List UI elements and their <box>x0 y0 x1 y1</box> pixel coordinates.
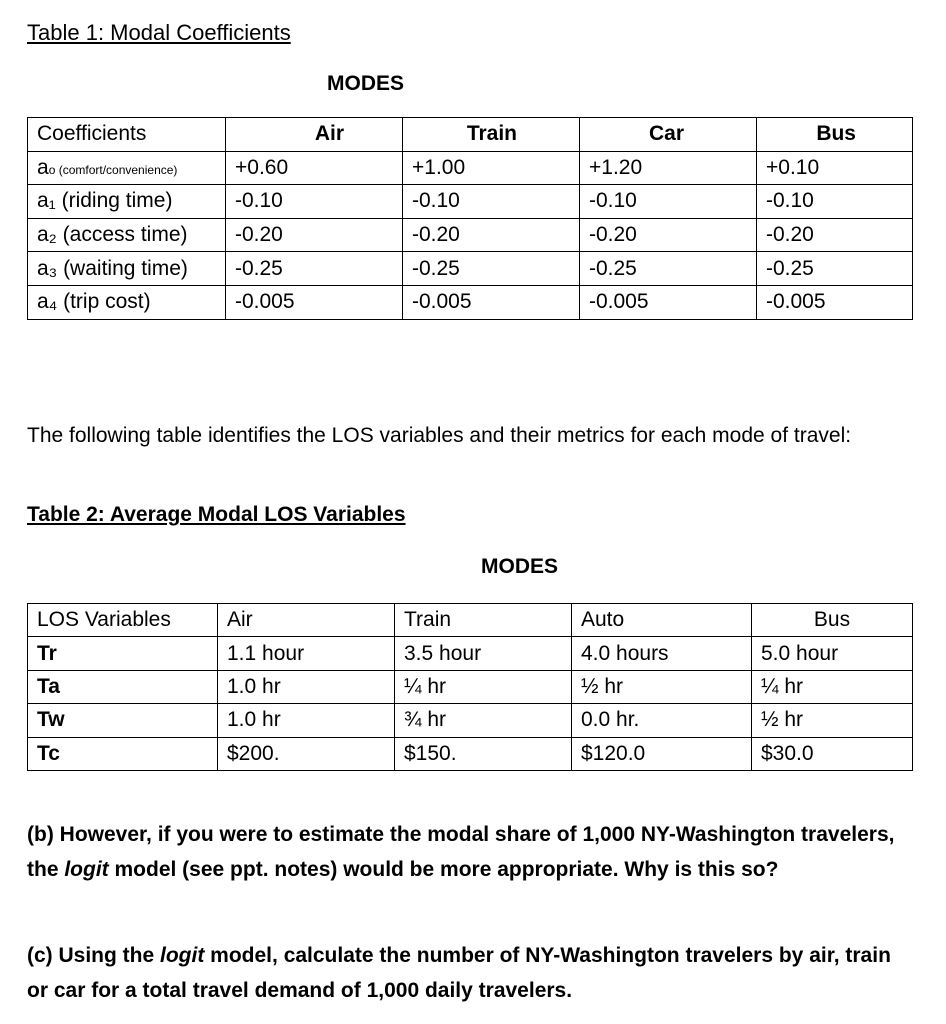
table-cell: 0.0 hr. <box>572 704 752 737</box>
table-cell: 1.0 hr <box>218 670 395 703</box>
table-row <box>28 218 913 252</box>
table-cell: -0.20 <box>580 218 757 252</box>
table-row <box>28 151 913 185</box>
table1-modes-label: MODES <box>327 72 405 95</box>
table-cell: 3.5 hour <box>395 637 572 670</box>
table-cell: +0.10 <box>757 151 913 185</box>
table-cell: +1.00 <box>403 151 580 185</box>
table1-title: Table 1: Modal Coefficients <box>27 20 291 45</box>
table-cell: -0.005 <box>757 285 913 319</box>
table-cell: ½ hr <box>572 670 752 703</box>
table-cell: +0.60 <box>226 151 403 185</box>
table-row <box>28 637 913 670</box>
question-b-text: (b) However, if you were to estimate the modal share of 1,000 NY-Washington travelers, the <box>27 823 895 881</box>
header-cell: Train <box>403 118 580 152</box>
row-label-sub: o (comfort/convenience) <box>48 162 178 177</box>
question-c-italic: logit <box>160 944 205 967</box>
header-cell: Bus <box>752 604 913 637</box>
question-c-text: (c) Using the <box>27 944 161 967</box>
los-variables-table <box>27 603 913 771</box>
header-cell: Car <box>580 118 757 152</box>
header-cell: Bus <box>757 118 913 152</box>
table-cell: -0.10 <box>403 185 580 219</box>
table2-title: Table 2: Average Modal LOS Variables <box>27 503 406 526</box>
coefficients-table <box>27 117 913 320</box>
question-b-italic: logit <box>64 858 109 881</box>
row-label: a₄ (trip cost) <box>28 285 226 319</box>
table-cell: ¾ hr <box>395 704 572 737</box>
header-cell: Air <box>226 118 403 152</box>
table-row <box>28 285 913 319</box>
table-header-row <box>28 604 913 637</box>
table-cell: 1.0 hr <box>218 704 395 737</box>
row-label: a₃ (waiting time) <box>28 252 226 286</box>
table-cell: -0.005 <box>580 285 757 319</box>
table-header-row <box>28 118 913 152</box>
table-cell: -0.25 <box>226 252 403 286</box>
row-label <box>28 151 226 185</box>
table-cell: -0.20 <box>226 218 403 252</box>
row-label: Ta <box>28 670 218 703</box>
header-cell: Air <box>218 604 395 637</box>
header-cell: Coefficients <box>28 118 226 152</box>
row-label: Tc <box>28 737 218 770</box>
table-cell: ¼ hr <box>752 670 913 703</box>
table-cell: 1.1 hour <box>218 637 395 670</box>
table-cell: +1.20 <box>580 151 757 185</box>
header-cell: Auto <box>572 604 752 637</box>
question-c <box>27 938 907 1008</box>
table-cell: 4.0 hours <box>572 637 752 670</box>
row-label: Tr <box>28 637 218 670</box>
table-row <box>28 252 913 286</box>
row-label: Tw <box>28 704 218 737</box>
table-cell: -0.005 <box>403 285 580 319</box>
table-cell: ½ hr <box>752 704 913 737</box>
table-cell: -0.20 <box>403 218 580 252</box>
intro-paragraph: The following table identifies the LOS variables and their metrics for each mode of travel: <box>27 424 852 447</box>
table-cell: -0.25 <box>757 252 913 286</box>
table-row <box>28 185 913 219</box>
question-b <box>27 817 907 887</box>
table-row <box>28 704 913 737</box>
table-cell: $150. <box>395 737 572 770</box>
question-b-text-end: model (see ppt. notes) would be more appropriate. Why is this so? <box>108 858 779 881</box>
table-cell: -0.25 <box>580 252 757 286</box>
table-row <box>28 670 913 703</box>
header-cell: LOS Variables <box>28 604 218 637</box>
table-cell: $120.0 <box>572 737 752 770</box>
table-cell: -0.10 <box>226 185 403 219</box>
row-label: a₂ (access time) <box>28 218 226 252</box>
table-cell: $30.0 <box>752 737 913 770</box>
row-label-main: a <box>37 155 49 179</box>
table-cell: -0.10 <box>580 185 757 219</box>
question-c-text-end: model, calculate the number of NY-Washington travelers by air, train or car for a total travel demand of 1,000 daily travelers. <box>27 944 891 1002</box>
table2-modes-label: MODES <box>481 555 559 578</box>
table-cell: ¼ hr <box>395 670 572 703</box>
row-label: a₁ (riding time) <box>28 185 226 219</box>
table-cell: -0.10 <box>757 185 913 219</box>
header-cell: Train <box>395 604 572 637</box>
table-cell: 5.0 hour <box>752 637 913 670</box>
table-cell: $200. <box>218 737 395 770</box>
table-cell: -0.005 <box>226 285 403 319</box>
table-cell: -0.25 <box>403 252 580 286</box>
table-row <box>28 737 913 770</box>
table-cell: -0.20 <box>757 218 913 252</box>
